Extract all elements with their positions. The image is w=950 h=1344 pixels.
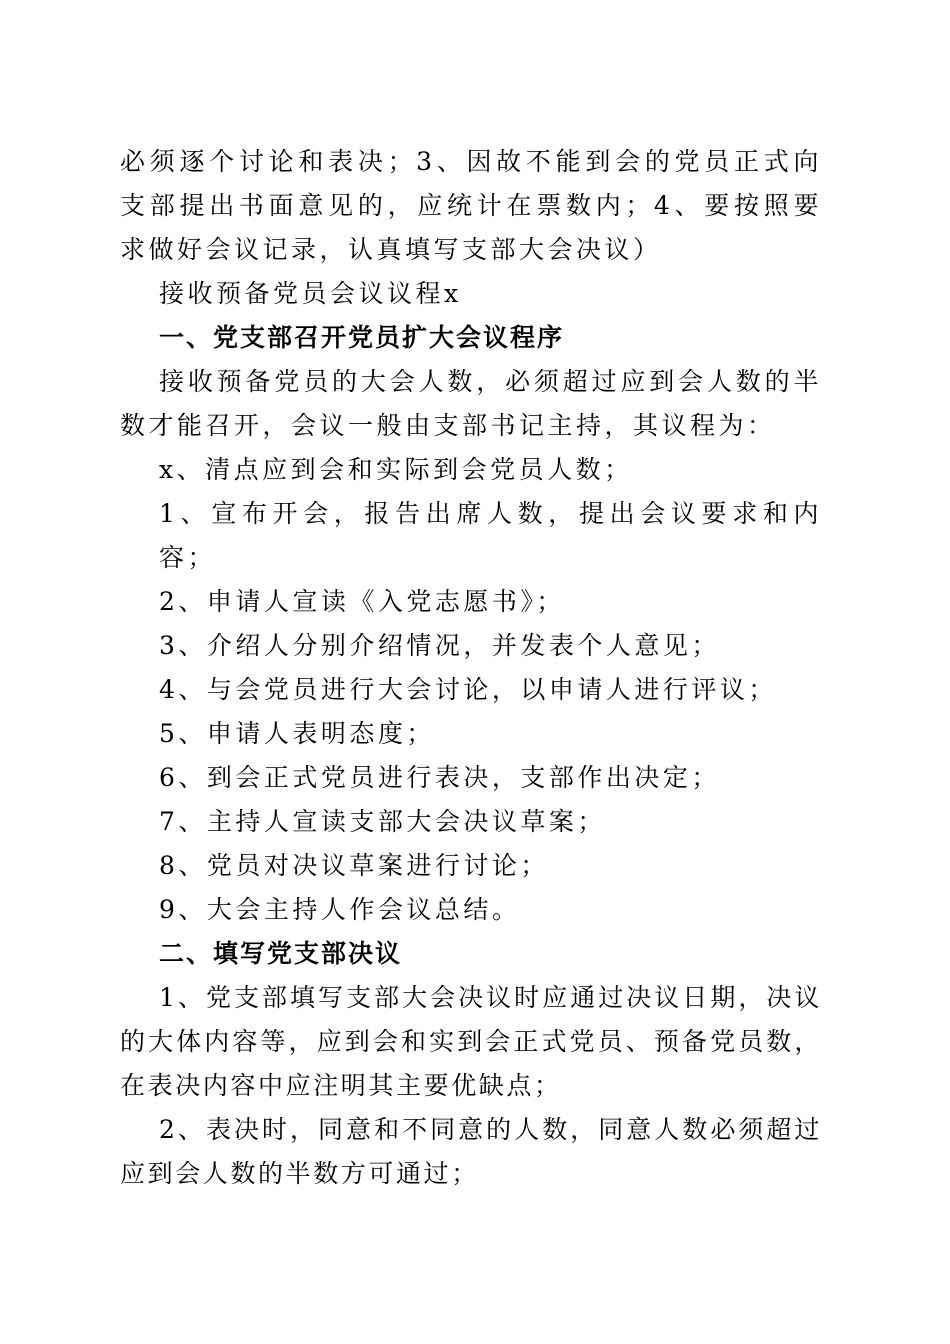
- agenda-item: 5、申请人表明态度；: [159, 719, 435, 748]
- section2-heading: 二、填写党支部决议: [159, 939, 403, 968]
- agenda-item: x、清点应到会和实际到会党员人数；: [159, 455, 633, 484]
- section1-heading: 一、党支部召开党员扩大会议程序: [159, 323, 565, 352]
- intro-paragraph: 必须逐个讨论和表决；3、因故不能到会的党员正式向支部提出书面意见的，应统计在票数内；4、要按照要求做好会议记录，认真填写支部大会决议）: [120, 147, 822, 264]
- agenda-item: 7、主持人宣读支部大会决议草案；: [159, 807, 606, 836]
- section1-intro: 接收预备党员的大会人数，必须超过应到会人数的半数才能召开，会议一般由支部书记主持，其议程为：: [120, 367, 822, 440]
- agenda-item: 1、宣布开会，报告出席人数，提出会议要求和内容；: [159, 499, 822, 572]
- agenda-item: 9、大会主持人作会议总结。: [159, 895, 521, 924]
- section2-paragraph: 2、表决时，同意和不同意的人数，同意人数必须超过应到会人数的半数方可通过；: [120, 1115, 822, 1188]
- agenda-subtitle: 接收预备党员会议议程x: [159, 279, 462, 308]
- agenda-item: 2、申请人宣读《入党志愿书》；: [159, 587, 565, 616]
- agenda-item: 6、到会正式党员进行表决，支部作出决定；: [159, 763, 720, 792]
- section2-paragraph: 1、党支部填写支部大会决议时应通过决议日期，决议的大体内容等，应到会和实到会正式党员、预备党员数，在表决内容中应注明其主要优缺点；: [120, 983, 822, 1100]
- agenda-item: 4、与会党员进行大会讨论，以申请人进行评议；: [159, 675, 777, 704]
- agenda-item: 8、党员对决议草案进行讨论；: [159, 851, 549, 880]
- agenda-item: 3、介绍人分别介绍情况，并发表个人意见；: [159, 631, 720, 660]
